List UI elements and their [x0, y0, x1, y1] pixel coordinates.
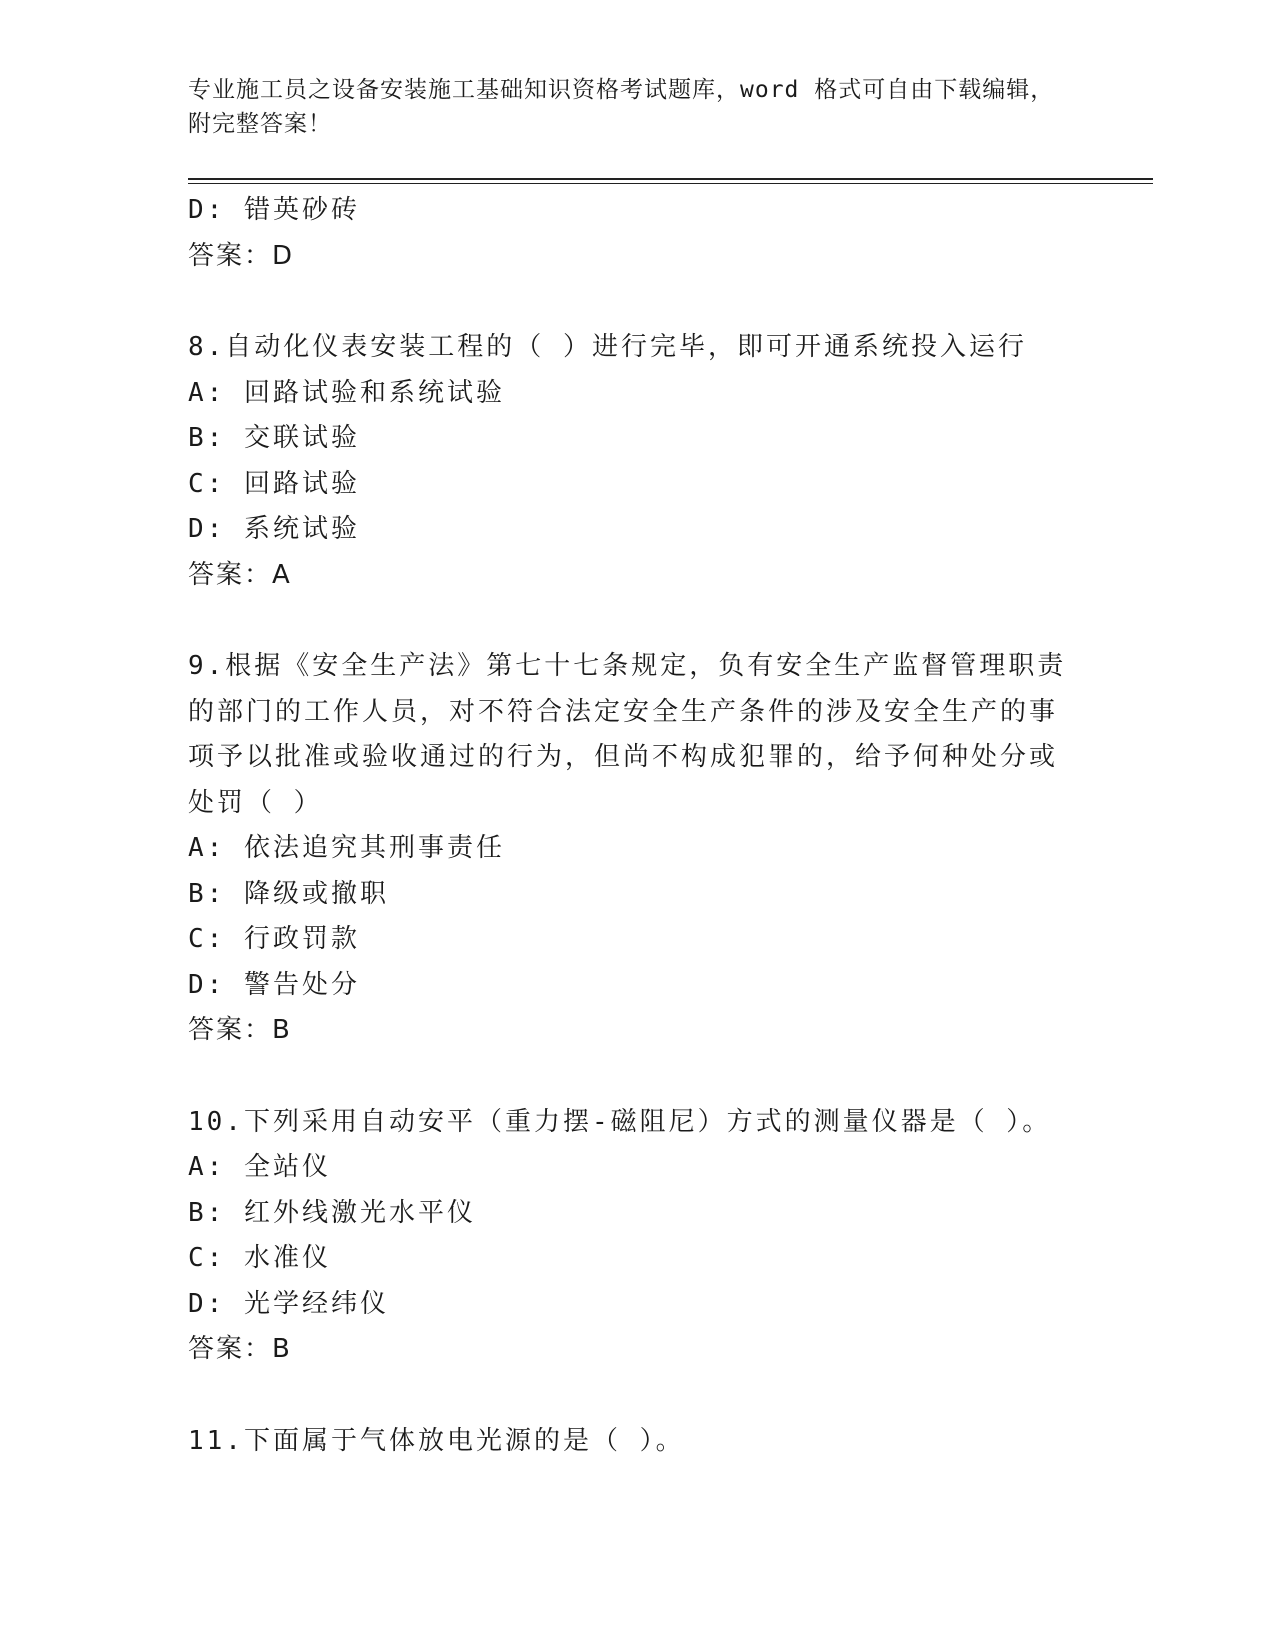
option-d: D: 错英砂砖	[188, 195, 360, 225]
spacer	[188, 1373, 1068, 1419]
option-b: B: 交联试验	[188, 423, 360, 453]
header-divider-thin	[188, 183, 1153, 184]
answer-label: 答案：B	[188, 1334, 292, 1364]
question-stem: 8.自动化仪表安装工程的（ ）进行完毕，即可开通系统投入运行	[188, 332, 1027, 362]
answer-label: 答案：B	[188, 1015, 292, 1045]
option-a: A: 依法追究其刑事责任	[188, 833, 505, 863]
question-stem	[188, 644, 1068, 826]
answer-label: 答案：A	[188, 559, 292, 590]
spacer	[188, 598, 1068, 644]
question-stem: 11.下面属于气体放电光源的是（ ）。	[188, 1425, 685, 1456]
answer-label: 答案：D	[188, 240, 295, 271]
option-d: D: 警告处分	[188, 969, 360, 1000]
question-stem-line: 处罚（ ）	[188, 787, 323, 818]
option-b: B: 降级或撤职	[188, 878, 389, 909]
spacer	[188, 279, 1068, 325]
header-line-1: 专业施工员之设备安装施工基础知识资格考试题库，word 格式可自由下载编辑，	[188, 77, 1055, 103]
question-7-tail	[188, 188, 1068, 279]
option-a: A: 全站仪	[188, 1152, 331, 1182]
option-c: C: 水准仪	[188, 1243, 331, 1273]
question-10	[188, 1100, 1068, 1373]
header-line-2: 附完整答案！	[188, 111, 332, 137]
question-stem-line: 项予以批准或验收通过的行为，但尚不构成犯罪的，给予何种处分或	[188, 742, 1059, 772]
question-stem-line: 的部门的工作人员，对不符合法定安全生产条件的涉及安全生产的事	[188, 696, 1059, 727]
option-d: D: 系统试验	[188, 514, 360, 544]
option-c: C: 行政罚款	[188, 924, 360, 954]
question-stem-line: 9.根据《安全生产法》第七十七条规定，负有安全生产监督管理职责	[188, 651, 1067, 681]
question-11	[188, 1419, 1068, 1465]
option-a: A: 回路试验和系统试验	[188, 377, 505, 408]
question-8	[188, 325, 1068, 598]
option-d: D: 光学经纬仪	[188, 1288, 389, 1319]
option-c: C: 回路试验	[188, 468, 360, 499]
spacer	[188, 1054, 1068, 1100]
document-header	[188, 73, 1068, 141]
header-divider-thick	[188, 178, 1153, 180]
option-b: B: 红外线激光水平仪	[188, 1197, 476, 1228]
question-list	[188, 188, 1068, 1464]
question-9	[188, 644, 1068, 1054]
question-stem: 10.下列采用自动安平（重力摆-磁阻尼）方式的测量仪器是（ ）。	[188, 1106, 1052, 1137]
